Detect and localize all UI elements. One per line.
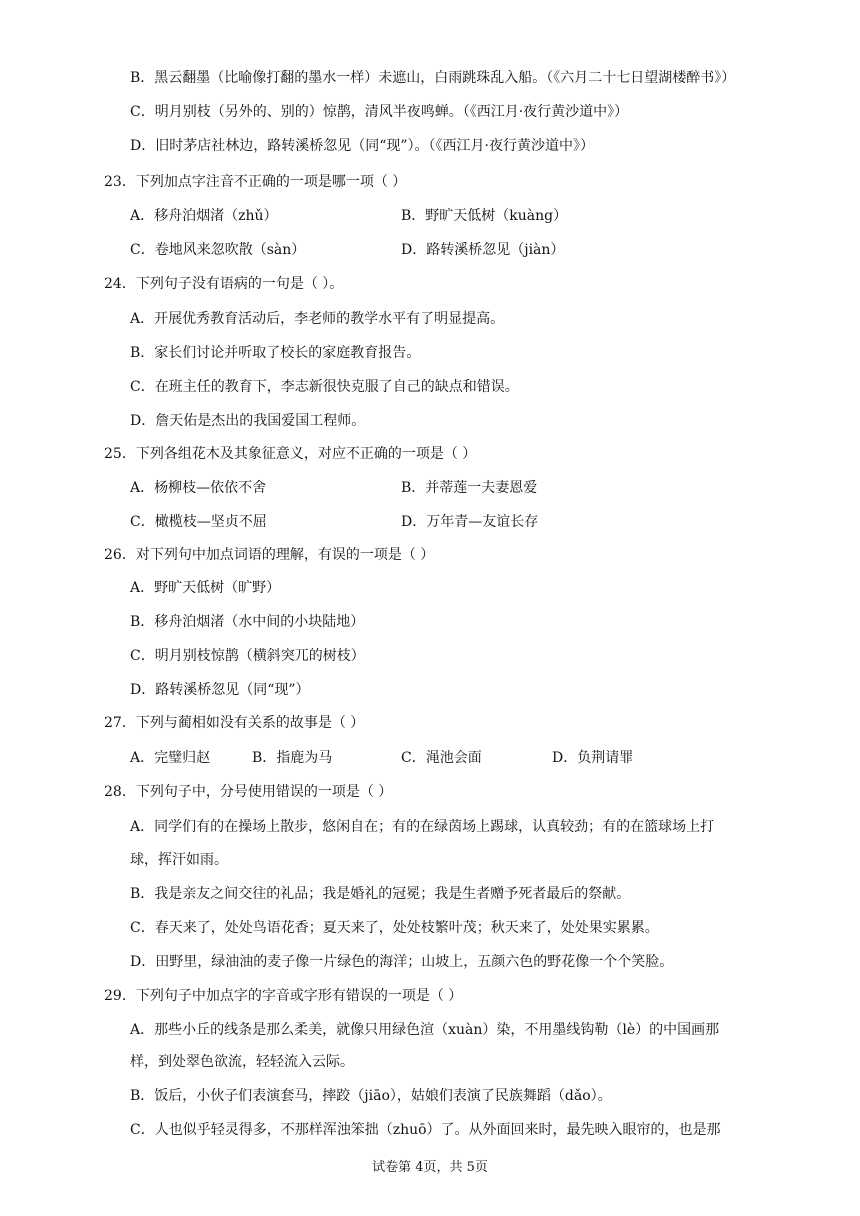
option-22b: B．黑云翻墨（比喻像打翻的墨水一样）未遮山，白雨跳珠乱入船。（《六月二十七日望湖楼醉书》） [130,70,736,86]
question-25: 25．下列各组花木及其象征意义，对应不正确的一项是（ ） [104,446,477,462]
option-25a: A．杨柳枝—依依不舍 [130,480,267,496]
page-footer: 试卷第 4页，共 5页 [372,1160,488,1175]
option-26a: A．野旷天低树（旷野） [130,580,281,596]
option-29b: B．饭后，小伙子们表演套马，摔跤（jiāo），姑娘们表演了民族舞蹈（dǎo）。 [130,1088,612,1104]
option-23b: B．野旷天低树（kuàng） [401,208,568,224]
question-24: 24．下列句子没有语病的一句是（ ）。 [104,276,344,292]
option-27d: D．负荆请罪 [552,750,634,766]
option-25c: C．橄榄枝—坚贞不屈 [130,514,267,530]
question-26: 26．对下列句中加点词语的理解，有误的一项是（ ） [104,547,435,563]
option-28b: B．我是亲友之间交往的礼品；我是婚礼的冠冕；我是生者赠予死者最后的祭献。 [130,886,631,902]
option-26b: B．移舟泊烟渚（水中间的小块陆地） [130,614,365,630]
option-23c: C．卷地风来忽吹散（sàn） [130,242,306,258]
option-24b: B．家长们讨论并听取了校长的家庭教育报告。 [130,345,421,361]
option-27c: C．渑池会面 [401,750,482,766]
option-23a: A．移舟泊烟渚（zhǔ） [130,208,278,224]
option-25b: B．并蒂莲一夫妻恩爱 [401,480,538,496]
option-25d: D．万年青—友谊长存 [401,514,539,530]
option-27b: B．指鹿为马 [252,750,333,766]
option-29c-line1: C．人也似乎轻灵得多，不那样浑浊笨拙（zhuō）了。从外面回来时，最先映入眼帘的，也是那 [130,1122,721,1138]
option-28d: D．田野里，绿油油的麦子像一片绿色的海洋；山坡上，五颜六色的野花像一个个笑脸。 [130,954,674,970]
option-29a-line2: 样，到处翠色欲流，轻轻流入云际。 [130,1054,354,1070]
option-26c: C．明月别枝惊鹊（横斜突兀的树枝） [130,648,365,664]
question-29: 29．下列句子中加点字的字音或字形有错误的一项是（ ） [104,988,463,1004]
option-28c: C．春天来了，处处鸟语花香；夏天来了，处处枝繁叶茂；秋天来了，处处果实累累。 [130,920,659,936]
question-27: 27．下列与蔺相如没有关系的故事是（ ） [104,715,365,731]
option-27a: A．完璧归赵 [130,750,211,766]
question-28: 28．下列句子中，分号使用错误的一项是（ ） [104,784,393,800]
option-29a-line1: A．那些小丘的线条是那么柔美，就像只用绿色渲（xuàn）染，不用墨线钩勒（lè）的中国画那 [130,1022,720,1038]
option-26d: D．路转溪桥忽见（同“现”） [130,682,310,698]
question-23: 23．下列加点字注音不正确的一项是哪一项（ ） [104,174,407,190]
option-28a-line2: 球，挥汗如雨。 [130,852,228,868]
option-24a: A．开展优秀教育活动后，李老师的教学水平有了明显提高。 [130,311,505,327]
option-24c: C．在班主任的教育下，李志新很快克服了自己的缺点和错误。 [130,379,519,395]
option-28a-line1: A．同学们有的在操场上散步，悠闲自在；有的在绿茵场上踢球，认真较劲；有的在篮球场上打 [130,819,715,835]
option-24d: D．詹天佑是杰出的我国爱国工程师。 [130,413,366,429]
option-22c: C．明月别枝（另外的、别的）惊鹊，清风半夜鸣蝉。（《西江月·夜行黄沙道中》） [130,104,629,120]
option-23d: D．路转溪桥忽见（jiàn） [401,242,565,258]
option-22d: D．旧时茅店社林边，路转溪桥忽见（同“现”）。（《西江月·夜行黄沙道中》） [130,138,594,154]
